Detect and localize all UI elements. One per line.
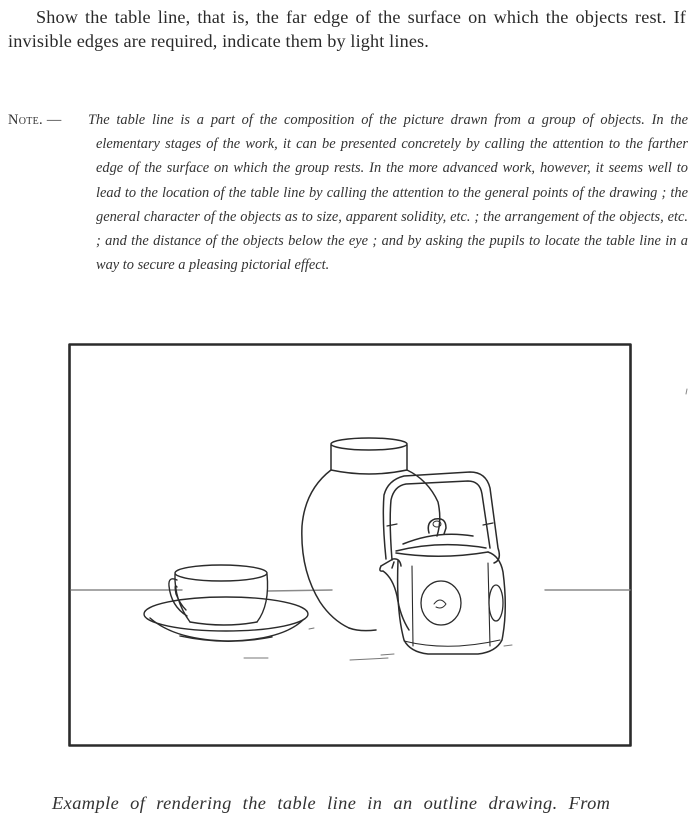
table-line bbox=[71, 590, 630, 591]
instruction-paragraph bbox=[8, 6, 686, 53]
teapot bbox=[350, 472, 512, 660]
note-block bbox=[8, 108, 688, 277]
paragraph-text: Show the table line, that is, the far edge of the surface on which the objects rest. If invisible edges are required, indicate them by light lines. bbox=[8, 7, 686, 51]
stray-mark bbox=[686, 389, 687, 394]
note-text: The table line is a part of the composition of the picture drawn from a group of objects. In the elementary stages of the work, it can be presented concretely by calling the attention to the farther edge of the surface on which the group rests. In the more advanced work, however, it seems well to lead to the location of the table line by calling the attention to the general points of the drawing ; the general character of the objects as to size, apparent solidity, etc. ; the arrangement of the objects, etc. ; and the distance of the objects below the eye ; and by asking the pupils to locate the table line in a way to secure a pleasing pictorial effect. bbox=[88, 112, 688, 274]
table-line-illustration bbox=[0, 320, 700, 760]
cup-and-saucer bbox=[144, 565, 314, 658]
jar bbox=[302, 438, 440, 631]
figure-caption: Example of rendering the table line in an outline drawing. From bbox=[52, 793, 611, 813]
figure-frame bbox=[70, 345, 631, 746]
note-label: Note. — bbox=[8, 112, 62, 128]
